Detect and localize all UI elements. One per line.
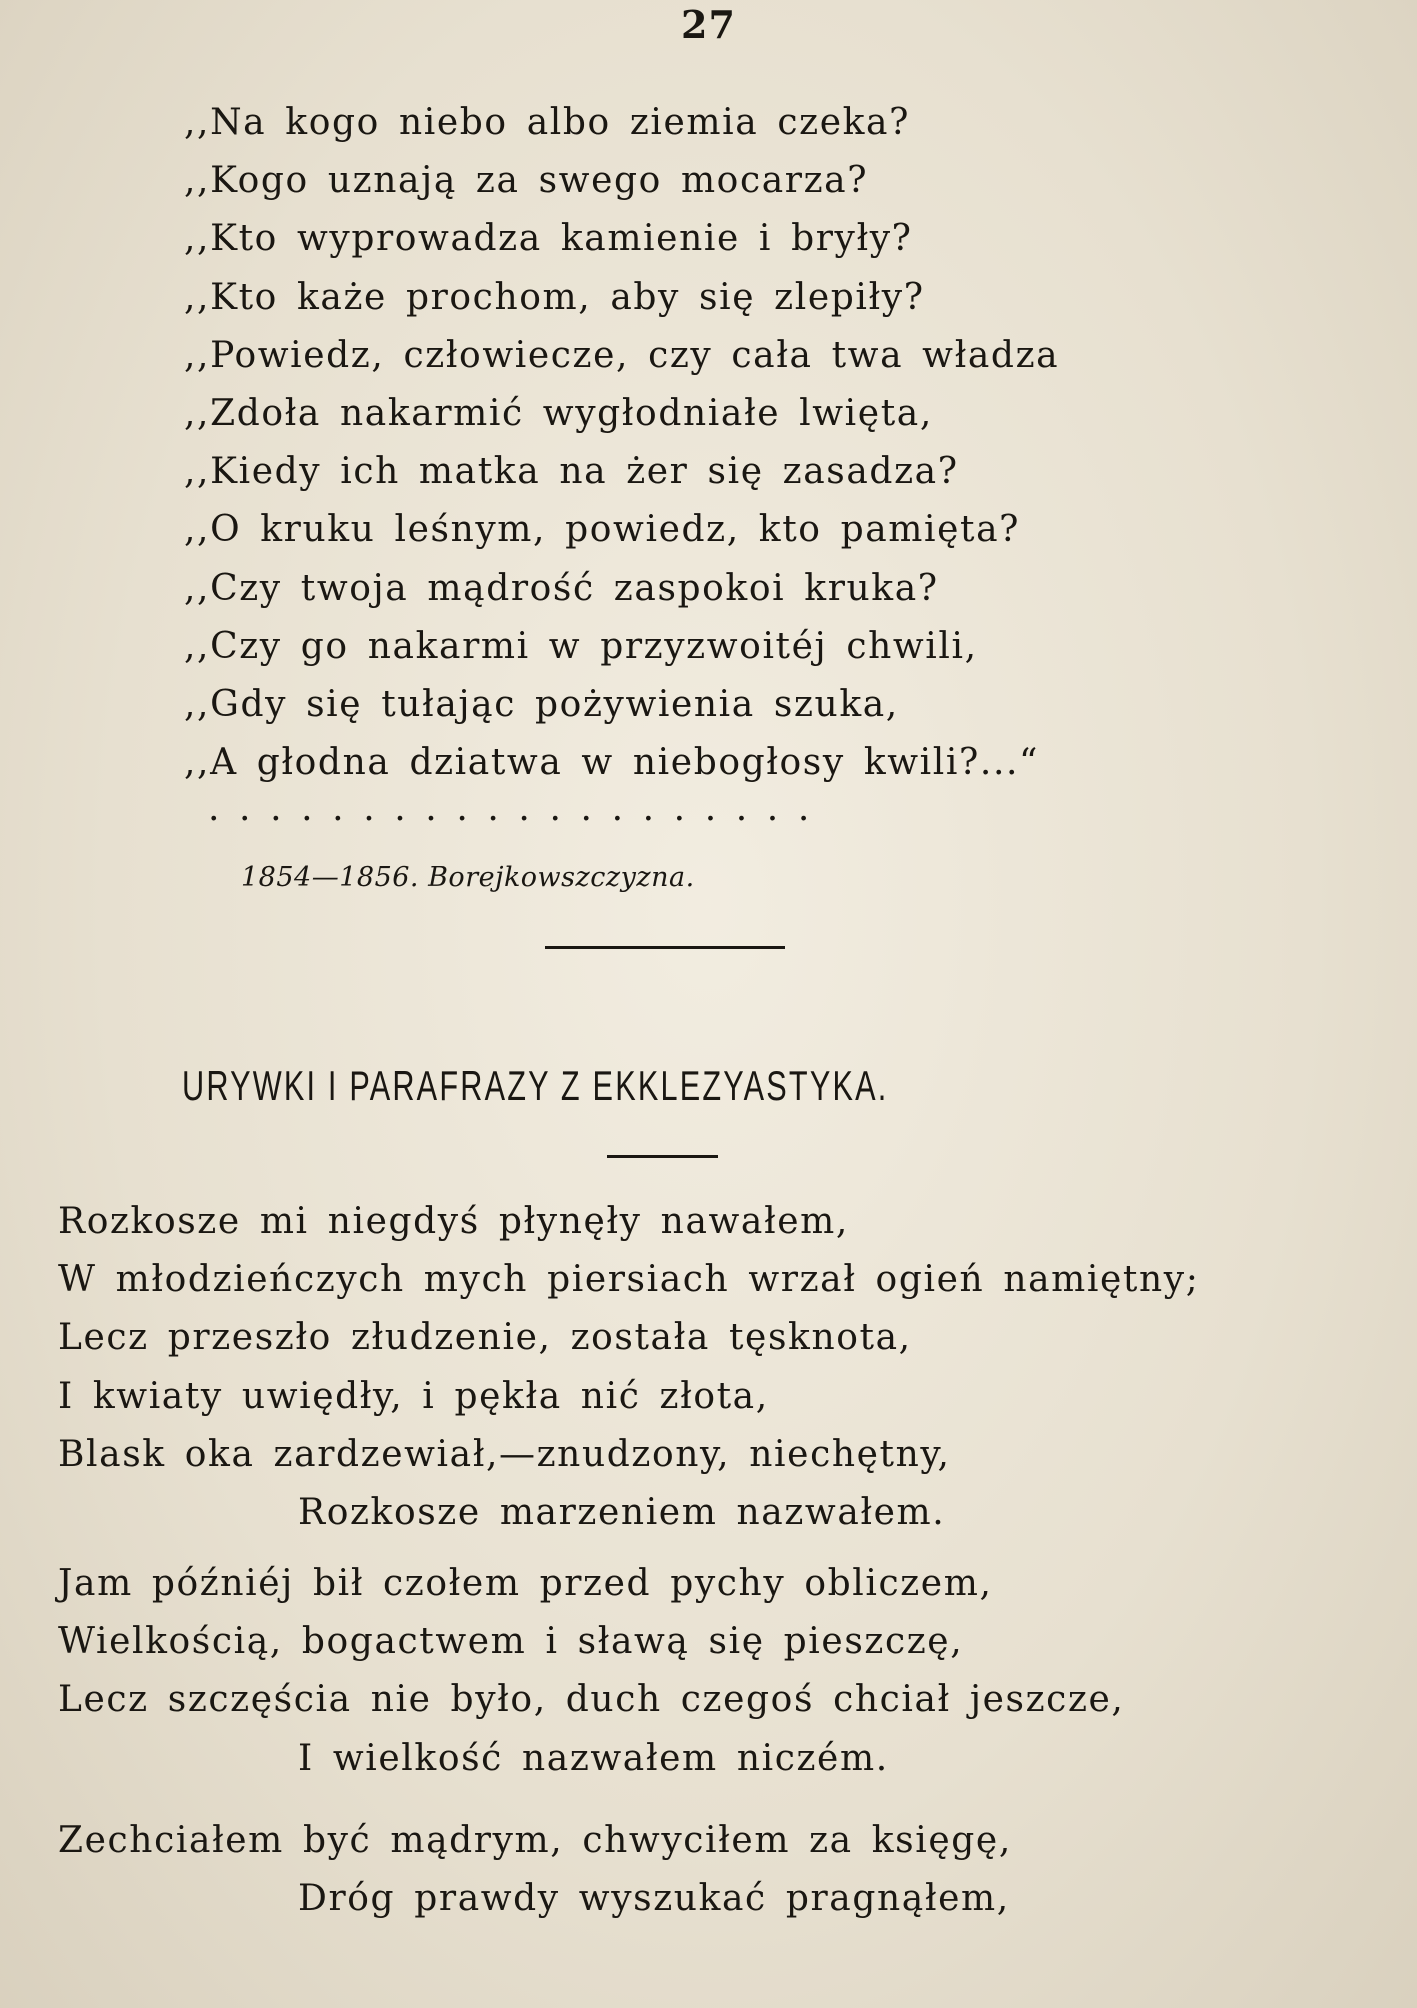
verse-line: Jam późniéj bił czołem przed pychy obliczem,: [58, 1563, 993, 1604]
verse-line: Lecz przeszło złudzenie, została tęsknota,: [58, 1317, 912, 1359]
verse-line: Zechciałem być mądrym, chwyciłem za księgę,: [58, 1820, 1012, 1861]
verse-line: ,,Zdoła nakarmić wygłodniałe lwięta,: [184, 393, 933, 435]
section-title: URYWKI I PARAFRAZY Z EKKLEZYASTYKA.: [182, 1062, 889, 1109]
stanza-2: [58, 1555, 1358, 1788]
verse-line: ,,Czy twoja mądrość zaspokoi kruka?: [184, 567, 939, 609]
verse-line: Blask oka zardzewiał,—znudzony, niechętny,: [58, 1433, 951, 1475]
verse-line: Lecz szczęścia nie było, duch czegoś chciał jeszcze,: [58, 1679, 1125, 1721]
verse-line: I kwiaty uwiędły, i pękła nić złota,: [58, 1375, 769, 1417]
title-divider: [607, 1155, 718, 1158]
verse-line: ,,Gdy się tułając pożywienia szuka,: [184, 684, 899, 726]
verse-line: ,,Powiedz, człowiecze, czy cała twa władza: [184, 334, 1060, 376]
verse-line: ,,Czy go nakarmi w przyzwoitéj chwili,: [184, 625, 978, 667]
stanza-1: [58, 1193, 1358, 1542]
ellipsis-row: ....................: [208, 788, 829, 829]
verse-line: I wielkość nazwałem niczém.: [298, 1737, 889, 1779]
verse-line: ,,Kto każe prochom, aby się zlepiły?: [184, 276, 925, 318]
verse-line: Dróg prawdy wyszukać pragnąłem,: [298, 1878, 1010, 1920]
stanza-3: [58, 1812, 1358, 1928]
section-divider: [545, 946, 785, 949]
verse-line: W młodzieńczych mych piersiach wrzał ogień namiętny;: [58, 1259, 1200, 1301]
verse-line: Wielkością, bogactwem i sławą się pieszczę,: [58, 1621, 964, 1663]
verse-line: Rozkosze mi niegdyś płynęły nawałem,: [58, 1201, 849, 1242]
verse-line: ,,O kruku leśnym, powiedz, kto pamięta?: [184, 509, 1021, 551]
verse-line: ,,Kogo uznają za swego mocarza?: [184, 160, 869, 202]
verse-line: ,,Kiedy ich matka na żer się zasadza?: [184, 451, 959, 493]
page-number: 27: [681, 2, 736, 47]
verse-line: ,,Kto wyprowadza kamienie i bryły?: [184, 218, 913, 260]
top-stanza: [184, 94, 1184, 792]
verse-line: ,,A głodna dziatwa w niebogłosy kwili?...“: [184, 742, 1040, 784]
dateline: 1854—1856. Borejkowszczyzna.: [241, 862, 695, 893]
verse-line: ,,Na kogo niebo albo ziemia czeka?: [184, 102, 911, 143]
verse-line: Rozkosze marzeniem nazwałem.: [298, 1492, 946, 1534]
